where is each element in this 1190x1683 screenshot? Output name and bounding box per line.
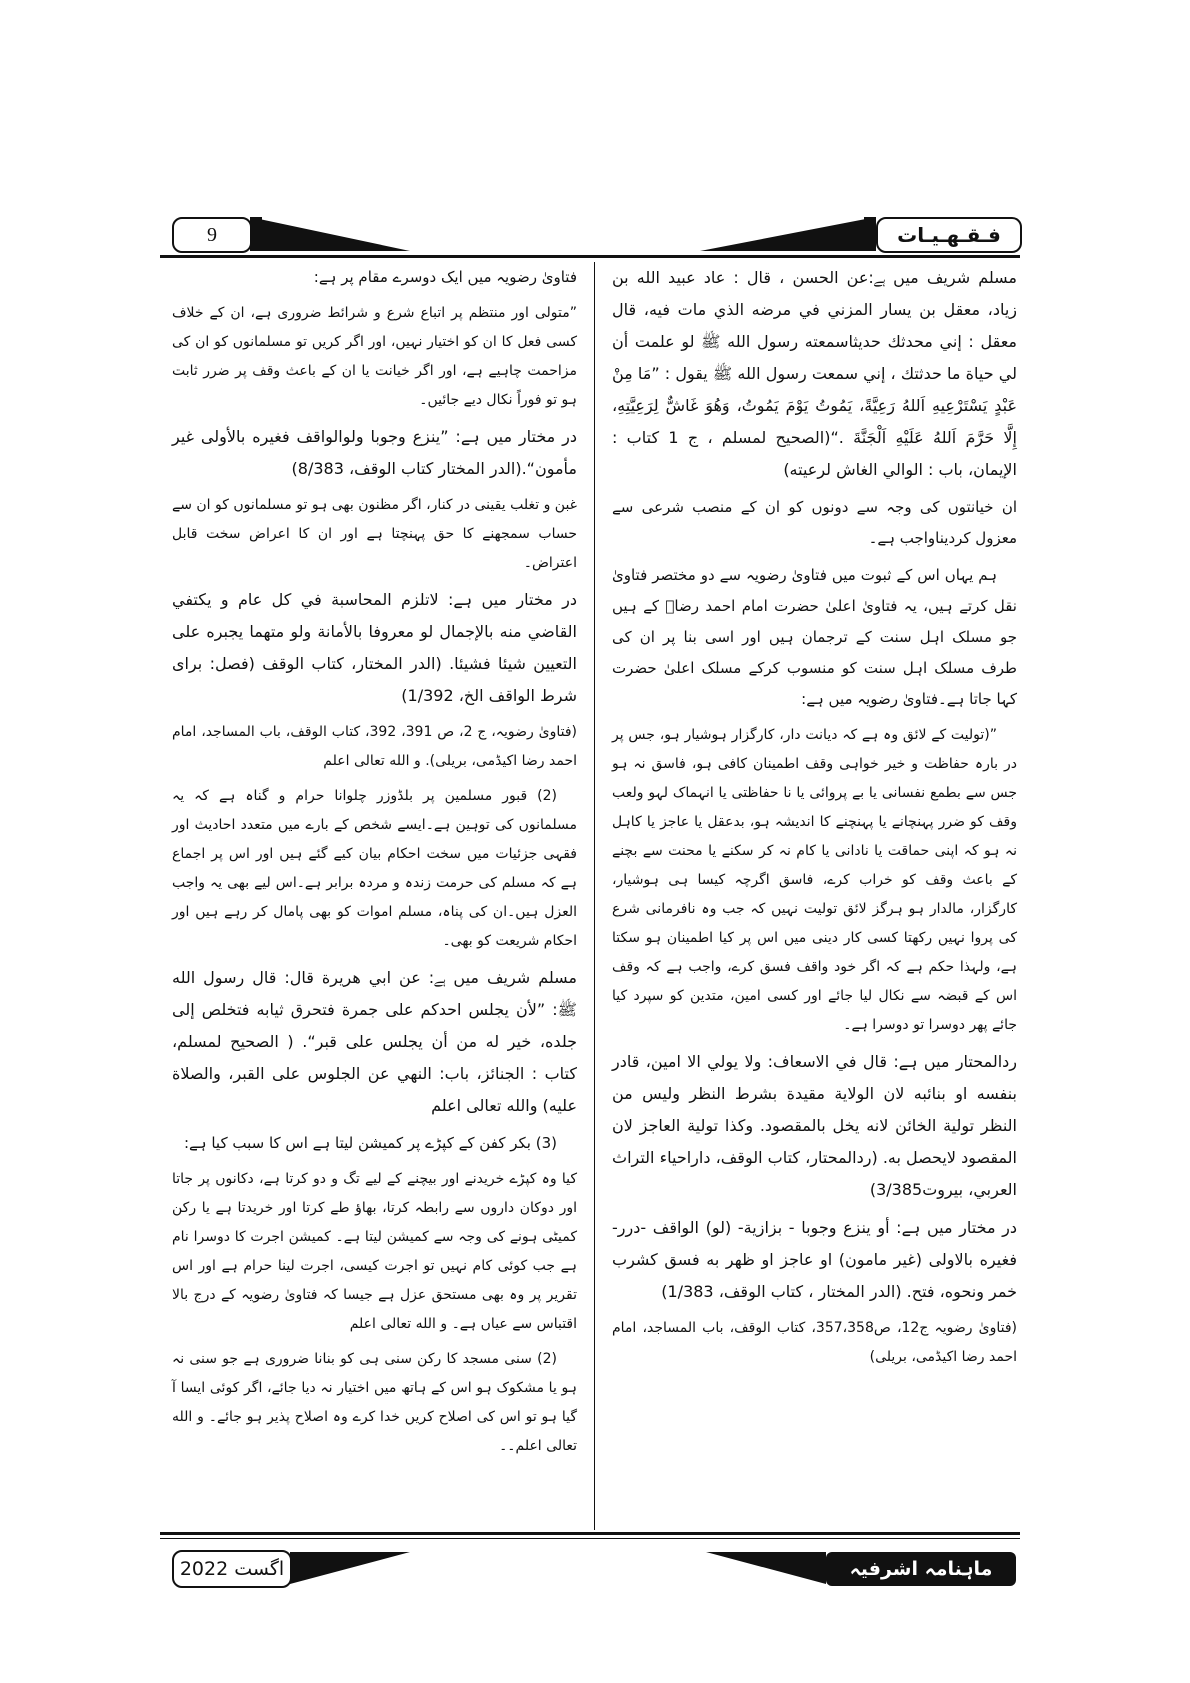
column-divider <box>594 262 595 1530</box>
paragraph: (2) سنی مسجد کا رکن سنی ہی کو بنانا ضروری ہے جو سنی نہ ہو یا مشکوک ہو اس کے ہاتھ میں اختیار نہ دیا جائے، اگر کوئی ایسا آ گیا ہو تو اس کی اصلاح کریں خدا کرے وہ اصلاح پذیر ہو جائے۔ و الله تعالى اعلم۔۔ <box>172 1351 577 1454</box>
issue-date: اگست 2022 <box>172 1550 292 1588</box>
header-left-wedge <box>250 217 410 251</box>
section-title: فـقـهـيـات <box>876 217 1022 253</box>
magazine-name: ماہنامہ اشرفیہ <box>826 1552 1016 1586</box>
quotation: ”(تولیت کے لائق وہ ہے کہ دیانت دار، کارگزار ہوشیار ہو، جس پر در بارہ حفاظت و خیر خواہی وقف اطمینان کافی ہو، فاسق نہ ہو جس سے بطمع نفسانی یا بے پروائی یا نا حفاظتی یا انہماک لہو ولعب وقف کو ضرر پہنچانے یا پہنچنے کا اندیشہ ہو، بدعقل یا عاجز یا کاہل نہ ہو کہ اپنی حماقت یا نادانی یا کام نہ کر سکنے یا محنت سے بچنے کے باعث وقف کو خراب کرے، فاسق اگرچہ کیسا ہی ہوشیار، کارگزار، مالدار ہو ہرگز لائق تولیت نہیں کہ جب وہ نافرمانی شرع کی پروا نہیں رکھتا کسی کار دینی میں اس پر کیا اطمینان ہو سکتا ہے، ولہذا حکم ہے کہ اگر خود واقف فسق کرے، واجب ہے کہ وقف اس کے قبضہ سے نکال لیا جائے اور کسی امین، متدین کو سپرد کیا جائے پھر دوسرا تو دوسرا ہے۔ <box>612 727 1017 1033</box>
citation: (فتاویٰ رضویہ، ج 2، ص 391، 392، کتاب الوقف، باب المساجد، امام احمد رضا اکیڈمی، بریلی). و الله تعالى اعلم <box>172 724 577 769</box>
paragraph: ہم یہاں اس کے ثبوت میں فتاویٰ رضویہ سے دو مختصر فتاویٰ نقل کرتے ہیں، یہ فتاویٰ اعلیٰ حضرت امام احمد رضاؒ کے ہیں جو مسلک اہل سنت کے ترجمان ہیں اور اسی بنا پر ان کی طرف مسلک اہل سنت کو منسوب کرکے مسلک اعلیٰ حضرت کہا جاتا ہے۔فتاویٰ رضویہ میں ہے: <box>612 566 1017 708</box>
paragraph: در مختار میں ہے: ”ينزع وجوبا ولوالواقف فغيره بالأولى غير مأمون“.(الدر المختار كتاب الوقف، 8/383) <box>172 427 577 478</box>
paragraph: غبن و تغلب یقینی در کنار، اگر مظنون بھی ہو تو مسلمانوں کو ان سے حساب سمجھنے کا حق پہنچتا ہے اور ان کا اعراض سخت قابل اعتراض۔ <box>172 497 577 571</box>
footer-rule-thin <box>160 1538 1020 1539</box>
citation: (فتاویٰ رضویہ ج12، ص357،358، کتاب الوقف، باب المساجد، امام احمد رضا اکیڈمی، بریلی) <box>612 1320 1017 1365</box>
footer-right-wedge <box>706 1552 826 1584</box>
footer-left-wedge <box>290 1552 410 1584</box>
paragraph: کیا وہ کپڑے خریدنے اور بیچنے کے لیے تگ و دو کرتا ہے، دکانوں پر جاتا اور دوکان داروں سے رابطہ کرتا، بھاؤ طے کرتا اور خریدتا ہے یا رکن کمیٹی ہونے کی وجہ سے کمیشن لیتا ہے۔ کمیشن اجرت کا دوسرا نام ہے جب کوئی کام نہیں تو اجرت کیسی، اجرت لینا حرام ہے اور اس تقریر پر وہ بھی مستحق عزل ہے جیسا کہ فتاویٰ رضویہ کے درج بالا اقتباس سے عیاں ہے۔ و الله تعالى اعلم <box>172 1171 577 1332</box>
header-right-wedge <box>700 217 876 251</box>
paragraph: (2) قبور مسلمین پر بلڈوزر چلوانا حرام و گناہ ہے کہ یہ مسلمانوں کی توہین ہے۔ایسے شخص کے بارے میں متعدد احادیث اور فقہی جزئیات میں سخت احکام بیان کیے گئے ہیں اور اس پر اجماع ہے کہ مسلم کی حرمت زندہ و مردہ برابر ہے۔اس لیے بھی یہ واجب العزل ہیں۔ان کی پناہ، مسلم اموات کو بھی پامال کر رہے ہیں اور احکام شریعت کو بھی۔ <box>172 788 577 949</box>
right-column <box>612 262 1017 1378</box>
paragraph: مسلم شریف میں ہے: عن ابي هريرة قال: قال رسول الله ﷺ: ”لأن يجلس احدكم على جمرة فتحرق ثيابه فتخلص إلى جلده، خير له من أن يجلس على قبر“. ( الصحيح لمسلم، كتاب : الجنائز، باب: النهي عن الجلوس على القبر، والصلاة عليه) والله تعالى اعلم <box>172 968 577 1115</box>
footer-rule <box>160 1532 1020 1535</box>
left-column <box>172 262 577 1467</box>
paragraph: در مختار میں ہے: أو ينزع وجوبا - بزازية- (لو) الواقف -درر- فغيره بالاولى (غير مامون) او عاجز او ظهر به فسق كشرب خمر ونحوه، فتح. (الدر المختار ، كتاب الوقف، 1/383) <box>612 1218 1017 1301</box>
quotation: ”متولی اور منتظم پر اتباع شرع و شرائط ضروری ہے، ان کے خلاف کسی فعل کا ان کو اختیار نہیں، اور اگر کریں تو مسلمانوں کو ان کی مزاحمت چاہیے ہے، اور اگر خیانت یا ان کے باعث وقف پر ضرر ثابت ہو تو فوراً نکال دیے جائیں۔ <box>172 305 577 408</box>
paragraph: فتاویٰ رضویہ میں ایک دوسرے مقام پر ہے: <box>313 268 577 286</box>
paragraph: در مختار میں ہے: لاتلزم المحاسبة في كل عام و يكتفي القاضي منه بالإجمال لو معروفا بالأمانة ولو متهما يجبره على التعيين شيئا فشيئا. (الدر المختار، كتاب الوقف (فصل: براى شرط الواقف الخ، 1/392) <box>172 590 577 705</box>
header-rule <box>160 255 1020 258</box>
paragraph: ان خیانتوں کی وجہ سے دونوں کو ان کے منصب شرعی سے معزول کردیناواجب ہے۔ <box>612 498 1017 547</box>
paragraph: ردالمحتار میں ہے: قال في الاسعاف: ولا يولي الا امين، قادر بنفسه او بنائبه لان الولاية مقيدة بشرط النظر وليس من النظر تولية الخائن لانه يخل بالمقصود. وكذا تولية العاجز لان المقصود لايحصل به. (ردالمحتار، كتاب الوقف، داراحياء التراث العربي، بيروت3/385) <box>612 1052 1017 1199</box>
paragraph: مسلم شریف میں ہے:عن الحسن ، قال : عاد عبید الله بن زیاد، معقل بن یسار المزني في مرضه الذي مات فيه، قال معقل : إني محدثك حديثاسمعته رسول الله ﷺ لو علمت أن لي حياة ما حدثتك ، إني سمعت رسول الله ﷺ يقول : ”مَا مِنْ عَبْدٍ يَسْتَرْعِيهِ اَللهُ رَعِيَّةً، يَمُوتُ يَوْمَ يَمُوتُ، وَهُوَ غَاشٌّ لِرَعِيَّتِهِ، إِلَّا حَرَّمَ اَللهُ عَلَيْهِ اَلْجَنَّةَ .“(الصحيح لمسلم ، ج 1 كتاب : الإيمان، باب : الوالي الغاش لرعيته) <box>612 268 1017 479</box>
page-number: 9 <box>172 217 252 253</box>
question-heading: (3) بکر کفن کے کپڑے پر کمیشن لیتا ہے اس کا سبب کیا ہے: <box>183 1134 557 1152</box>
